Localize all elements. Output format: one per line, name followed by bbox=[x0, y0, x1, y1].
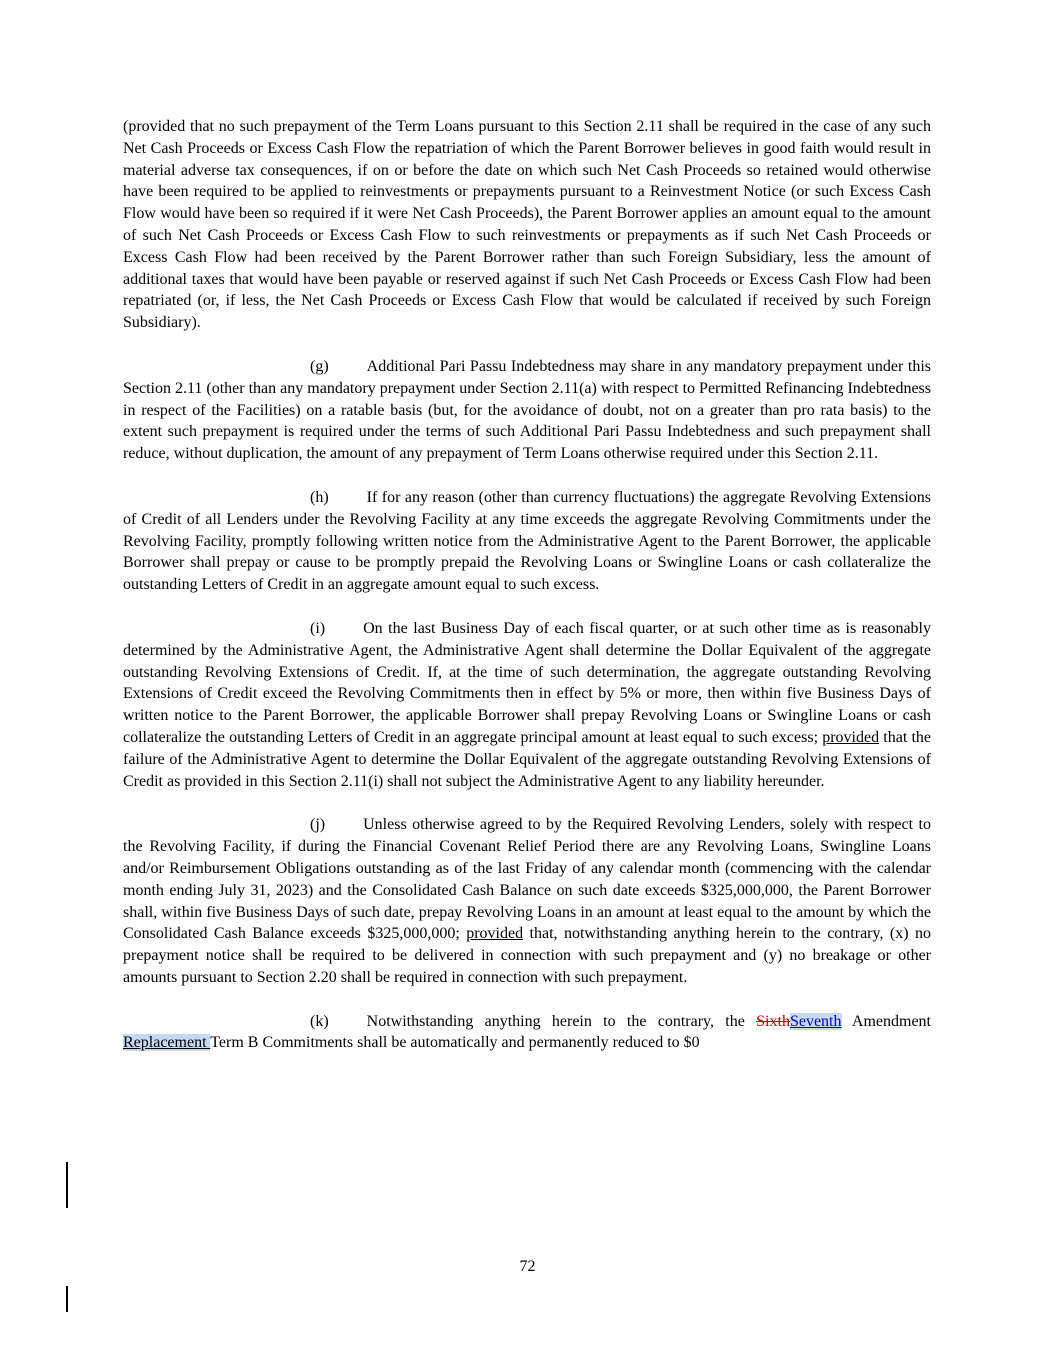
text-run: (provided that no such prepayment of the Term Loans pursuant to this Section 2.11 shall be required in the case of any such Net Cash Proceeds or Excess Cash Flow the repatriation of which the Parent Borrower believes in good faith would result in material adverse tax consequences, if on or before the date on which such Net Cash Proceeds so retained would otherwise have been required to be applied to reinvestments or prepayments pursuant to a Reinvestment Notice (or such Excess Cash Flow would have been so required if it were Net Cash Proceeds), the Parent Borrower applies an amount equal to the amount of such Net Cash Proceeds or Excess Cash Flow to such reinvestments or prepayments as if such Net Cash Proceeds or Excess Cash Flow had been received by the Parent Borrower rather than such Foreign Subsidiary, less the amount of additional taxes that would have been payable or reserved against if such Net Cash Proceeds or Excess Cash Flow had been repatriated (or, if less, the Net Cash Proceeds or Excess Cash Flow that would be calculated if received by such Foreign Subsidiary). bbox=[123, 118, 931, 332]
text-run: Additional Pari Passu Indebtedness may share in any mandatory prepayment under this Section 2.11 (other than any mandatory prepayment under Section 2.11(a) with respect to Permitted Refinancing Indebtedness in respect of the Facilities) on a ratable basis (but, for the avoidance of doubt, not on a greater than pro rata basis) to the extent such prepayment is required under the terms of such Additional Pari Passu Indebtedness and such prepayment shall reduce, without duplication, the amount of any prepayment of Term Loans otherwise required under this Section 2.11. bbox=[123, 357, 931, 463]
document-body bbox=[123, 116, 931, 1076]
text-run: Amendment bbox=[841, 1012, 932, 1030]
paragraph-label: (j) bbox=[310, 816, 326, 834]
page-number: 72 bbox=[519, 1258, 536, 1275]
paragraph-label: (g) bbox=[310, 357, 329, 375]
paragraph bbox=[123, 487, 931, 596]
paragraph-label: (h) bbox=[310, 488, 329, 506]
text-run: Notwithstanding anything herein to the contrary, the bbox=[366, 1012, 757, 1030]
paragraph-label: (i) bbox=[310, 619, 326, 637]
inserted-text: Replacement bbox=[123, 1034, 211, 1052]
page-footer bbox=[0, 1258, 1055, 1276]
underlined-term: provided bbox=[466, 925, 524, 943]
text-run: that, notwithstanding anything herein to the contrary, (x) no prepayment notice shall be required to be delivered in connection with such prepayment and (y) no breakage or other amounts pursuant to Section 2.20 shall be required in connection with such prepayment. bbox=[123, 925, 931, 986]
change-bar bbox=[66, 1162, 68, 1208]
text-run: that the failure of the Administrative Agent to determine the Dollar Equivalent of the aggregate outstanding Revolving Extensions of Credit as provided in this Section 2.11(i) shall not subject the Administrative Agent to any liability hereunder. bbox=[123, 728, 931, 790]
text-run: If for any reason (other than currency fluctuations) the aggregate Revolving Extensions of Credit of all Lenders under the Revolving Facility at any time exceeds the aggregate Revolving Commitments under the Revolving Facility, promptly following written notice from the Administrative Agent to the Parent Borrower, the applicable Borrower shall prepay or cause to be promptly prepaid the Revolving Loans or Swingline Loans or cash collateralize the outstanding Letters of Credit in an aggregate amount equal to such excess. bbox=[123, 488, 931, 594]
text-run: Term B Commitments shall be automatically and permanently reduced to $0 bbox=[210, 1034, 700, 1052]
paragraph bbox=[123, 116, 931, 334]
deleted-text: Sixth bbox=[756, 1012, 790, 1030]
text-run: Unless otherwise agreed to by the Required Revolving Lenders, solely with respect to the Revolving Facility, if during the Financial Covenant Relief Period there are any Revolving Loans, Swingline Loans and/or Reimbursement Obligations outstanding as of the last Friday of any calendar month (commencing with the calendar month ending July 31, 2023) and the Consolidated Cash Balance on such date exceeds $325,000,000, the Parent Borrower shall, within five Business Days of such date, prepay Revolving Loans in an amount at least equal to the amount by which the Consolidated Cash Balance exceeds $325,000,000; bbox=[123, 816, 931, 943]
text-run: On the last Business Day of each fiscal quarter, or at such other time as is reasonably determined by the Administrative Agent, the Administrative Agent shall determine the Dollar Equivalent of the aggregate outstanding Revolving Extensions of Credit. If, at the time of such determination, the aggregate outstanding Revolving Extensions of Credit exceed the Revolving Commitments then in effect by 5% or more, then within five Business Days of written notice to the Parent Borrower, the applicable Borrower shall prepay Revolving Loans or Swingline Loans or cash collateralize the outstanding Letters of Credit in an aggregate principal amount at least equal to such excess; bbox=[123, 619, 931, 746]
paragraph bbox=[123, 814, 931, 988]
paragraph bbox=[123, 1011, 931, 1055]
paragraph bbox=[123, 356, 931, 465]
paragraph-label: (k) bbox=[310, 1012, 329, 1030]
underlined-term: provided bbox=[822, 728, 880, 746]
paragraph bbox=[123, 618, 931, 792]
inserted-text: Seventh bbox=[789, 1012, 842, 1030]
change-bar bbox=[66, 1286, 68, 1312]
